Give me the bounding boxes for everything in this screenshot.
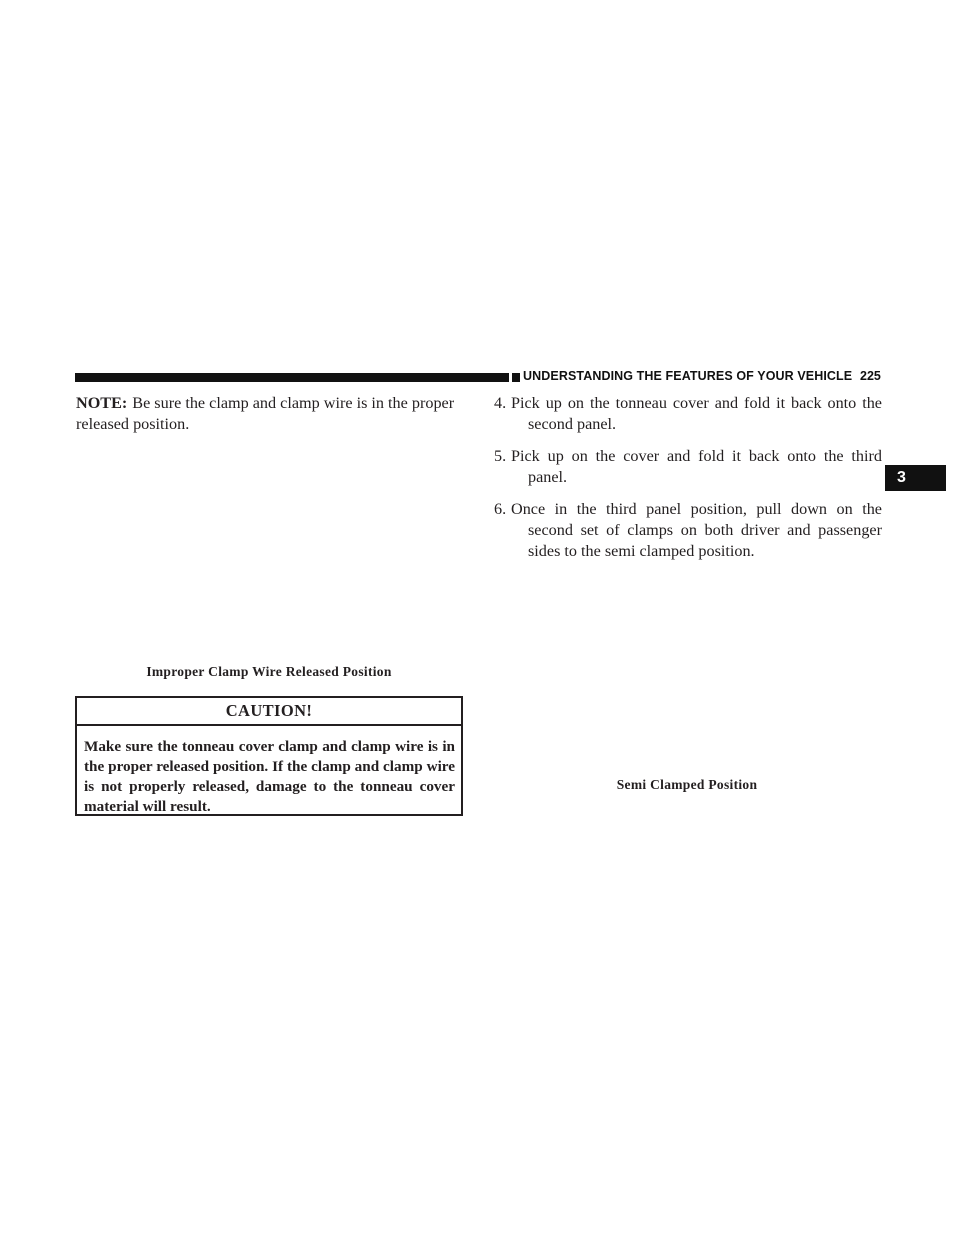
note-label: NOTE: — [76, 394, 128, 412]
chapter-tab: 3 — [885, 465, 946, 491]
step-text-first-line: Pick up on the cover and fold it back onto the third — [511, 447, 882, 465]
step-number: 6. — [494, 500, 507, 518]
caution-text: Make sure the tonneau cover clamp and clamp wire is in the proper released position. If the clamp and clamp wire is not properly released, damage to the tonneau cover material will result. — [84, 738, 455, 815]
caution-title: CAUTION! — [77, 698, 461, 726]
note-paragraph — [76, 393, 462, 435]
left-column — [76, 393, 462, 435]
page-number: 225 — [860, 369, 881, 383]
running-header-title: UNDERSTANDING THE FEATURES OF YOUR VEHICLE — [523, 369, 853, 383]
step-number: 5. — [494, 447, 507, 465]
step-text — [511, 446, 882, 488]
step-text-continuation: second set of clamps on both driver and passenger sides to the semi clamped position. — [528, 521, 882, 560]
caution-box — [75, 696, 463, 816]
step-number: 4. — [494, 394, 507, 412]
step-text — [511, 393, 882, 435]
step-item-6 — [494, 499, 882, 562]
step-item-5 — [494, 446, 882, 488]
right-column — [494, 393, 882, 573]
note-text: Be sure the clamp and clamp wire is in the proper released position. — [76, 394, 455, 433]
figure-caption-improper-clamp: Improper Clamp Wire Released Position — [146, 664, 392, 679]
header-rule-end — [512, 373, 520, 382]
figure-caption-semi-clamped: Semi Clamped Position — [616, 777, 758, 792]
step-text-first-line: Once in the third panel position, pull down on the — [511, 500, 882, 518]
header-rule — [75, 373, 509, 382]
step-text — [511, 499, 882, 562]
step-item-4 — [494, 393, 882, 435]
step-text-continuation: second panel. — [528, 415, 617, 433]
step-text-continuation: panel. — [528, 468, 568, 486]
step-text-first-line: Pick up on the tonneau cover and fold it back onto the — [511, 394, 882, 412]
